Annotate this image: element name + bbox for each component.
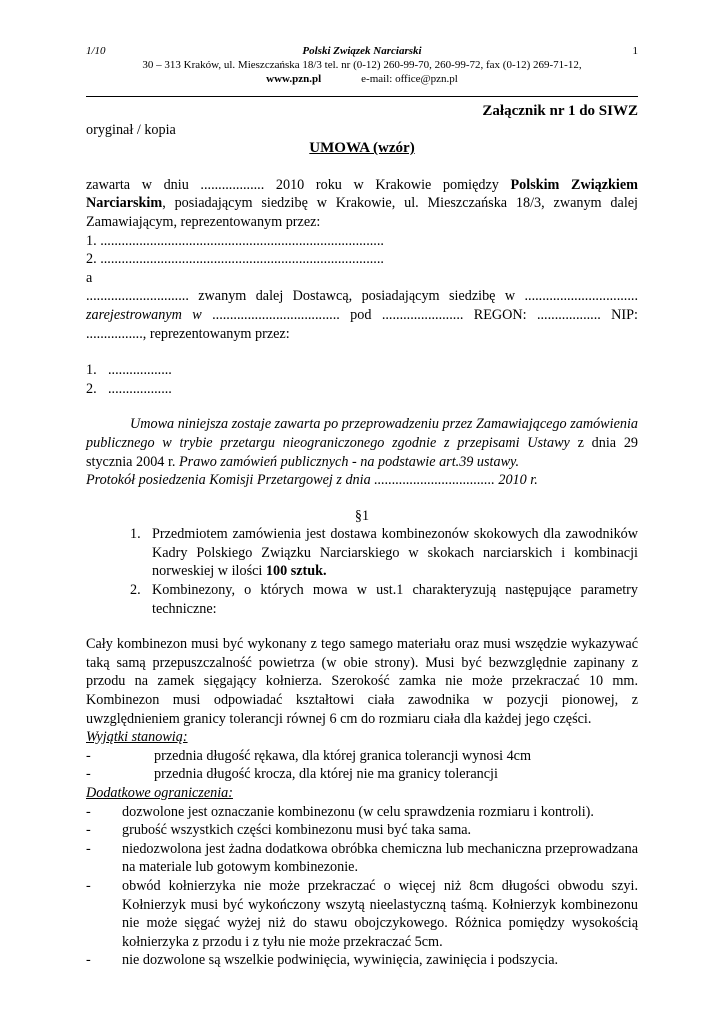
representative-line: 1. ................................................................................ — [86, 232, 384, 249]
list-item: - nie dozwolone są wszelkie podwinięcia, wywinięcia, zawinięcia i podszycia. — [86, 952, 559, 969]
list-item: - obwód kołnierzyka nie może przekraczać o więcej niż 8cm długości obwodu szyi. Kołnierzyk musi być wykończony wszytą nieelastyczną taśmą. Kołnierzyk kombinezonu nie może sięgać wyżej niż do stawu obojczykowego. Różnica pomiędzy wysokością kołnierzyka z przodu i z tyłu nie może przekraczać 5cm. — [86, 877, 638, 950]
legal-basis-paragraph: Umowa niniejsza zostaje zawarta po przeprowadzeniu przez Zamawiającego zamówienia publicznego w trybie przetargu nieograniczonego zgodnie z przepisami Ustawy z dnia 29 stycznia 2004 r. Prawo zamówień publicznych - na podstawie art.39 ustawy. — [86, 416, 639, 470]
header-page-counter: 1/10 — [86, 45, 106, 57]
protocol-line: Protokół posiedzenia Komisji Przetargowej z dnia .................................. 2010 r. — [86, 472, 538, 489]
header-email: e-mail: office@pzn.pl — [361, 73, 458, 85]
list-item: 1. .................. — [86, 362, 172, 379]
attachment-label: Załącznik nr 1 do SIWZ — [482, 103, 638, 119]
restrictions-heading: Dodatkowe ograniczenia: — [86, 785, 233, 801]
list-item: - niedozwolona jest żadna dodatkowa obróbka chemiczna lub mechaniczna przeprowadzana na materiale lub gotowym kombinezonie. — [86, 840, 638, 876]
document-body — [86, 102, 638, 970]
supplier-representatives — [86, 361, 638, 398]
original-copy-label: oryginał / kopia — [86, 121, 176, 138]
header-organization: Polski Związek Narciarski — [302, 45, 422, 57]
header-contact — [86, 72, 638, 86]
list-item: 1. Przedmiotem zamówienia jest dostawa kombinezonów skokowych dla zawodników Kadry Polskiego Związku Narciarskiego w skokach narciarskich i kombinacji norweskiej w ilości 100 sztuk. — [130, 526, 638, 580]
header-divider — [86, 96, 638, 97]
header-address: 30 – 313 Kraków, ul. Mieszczańska 18/3 tel. nr (0-12) 260-99-70, 260-99-72, fax (0-12) 269-71-12, — [142, 59, 582, 71]
representative-line: 2. ................................................................................ — [86, 251, 384, 268]
list-item: - przednia długość krocza, dla której nie ma granicy tolerancji — [86, 766, 498, 783]
document-title: UMOWA (wzór) — [309, 140, 415, 157]
supplier-line: ............................. zwanym dalej Dostawcą, posiadającym siedzibę w ................................ — [86, 288, 638, 305]
list-item: 2. Kombinezony, o których mowa w ust.1 charakteryzują następujące parametry techniczne: — [130, 582, 638, 617]
supplier-representative-line: ................, reprezentowanym przez: — [86, 325, 290, 342]
list-item: - grubość wszystkich części kombinezonu musi być taka sama. — [86, 822, 472, 839]
numbered-list — [86, 525, 638, 618]
exceptions-heading: Wyjątki stanowią: — [86, 729, 188, 746]
header-line — [86, 44, 638, 58]
section-heading: §1 — [354, 507, 370, 524]
party-name: Polskim Związkiem Narciarskim — [86, 176, 638, 212]
supplier-registration-line: zarejestrowanym w .................................... pod ....................... REGON: .................. NIP: — [86, 306, 638, 323]
list-item: - przednia długość rękawa, dla której granica tolerancji wynosi 4cm — [86, 747, 532, 764]
list-item: - dozwolone jest oznaczanie kombinezonu (w celu sprawdzenia rozmiaru i kontroli). — [86, 803, 594, 820]
header-website: www.pzn.pl — [266, 73, 322, 85]
intro-paragraph: zawarta w dniu .................. 2010 roku w Krakowie pomiędzy Polskim Związkiem Narciarskim, posiadającym siedzibę w Krakowie, ul. Mieszczańska 18/3, zwanym dalej Zamawiającym, reprezentowanym przez: — [86, 176, 638, 230]
list-item: 2. .................. — [86, 380, 172, 397]
specification-paragraph: Cały kombinezon musi być wykonany z tego samego materiału oraz musi wszędzie wykazywać taką samą przepuszczalność powietrza (w obie strony). Musi być bezwzględnie zapinany z przodu na zamek sięgający kołnierza. Szerokość zamka nie może przekraczać 10 mm. Kombinezon musi odpowiadać kształtowi ciała zawodnika w pozycji pionowej, z uwzględnieniem granicy tolerancji równej 6 cm do rozmiaru ciała dla każdej jego części. — [86, 636, 638, 727]
and-word: a — [86, 269, 93, 286]
header-page-number: 1 — [632, 45, 638, 57]
